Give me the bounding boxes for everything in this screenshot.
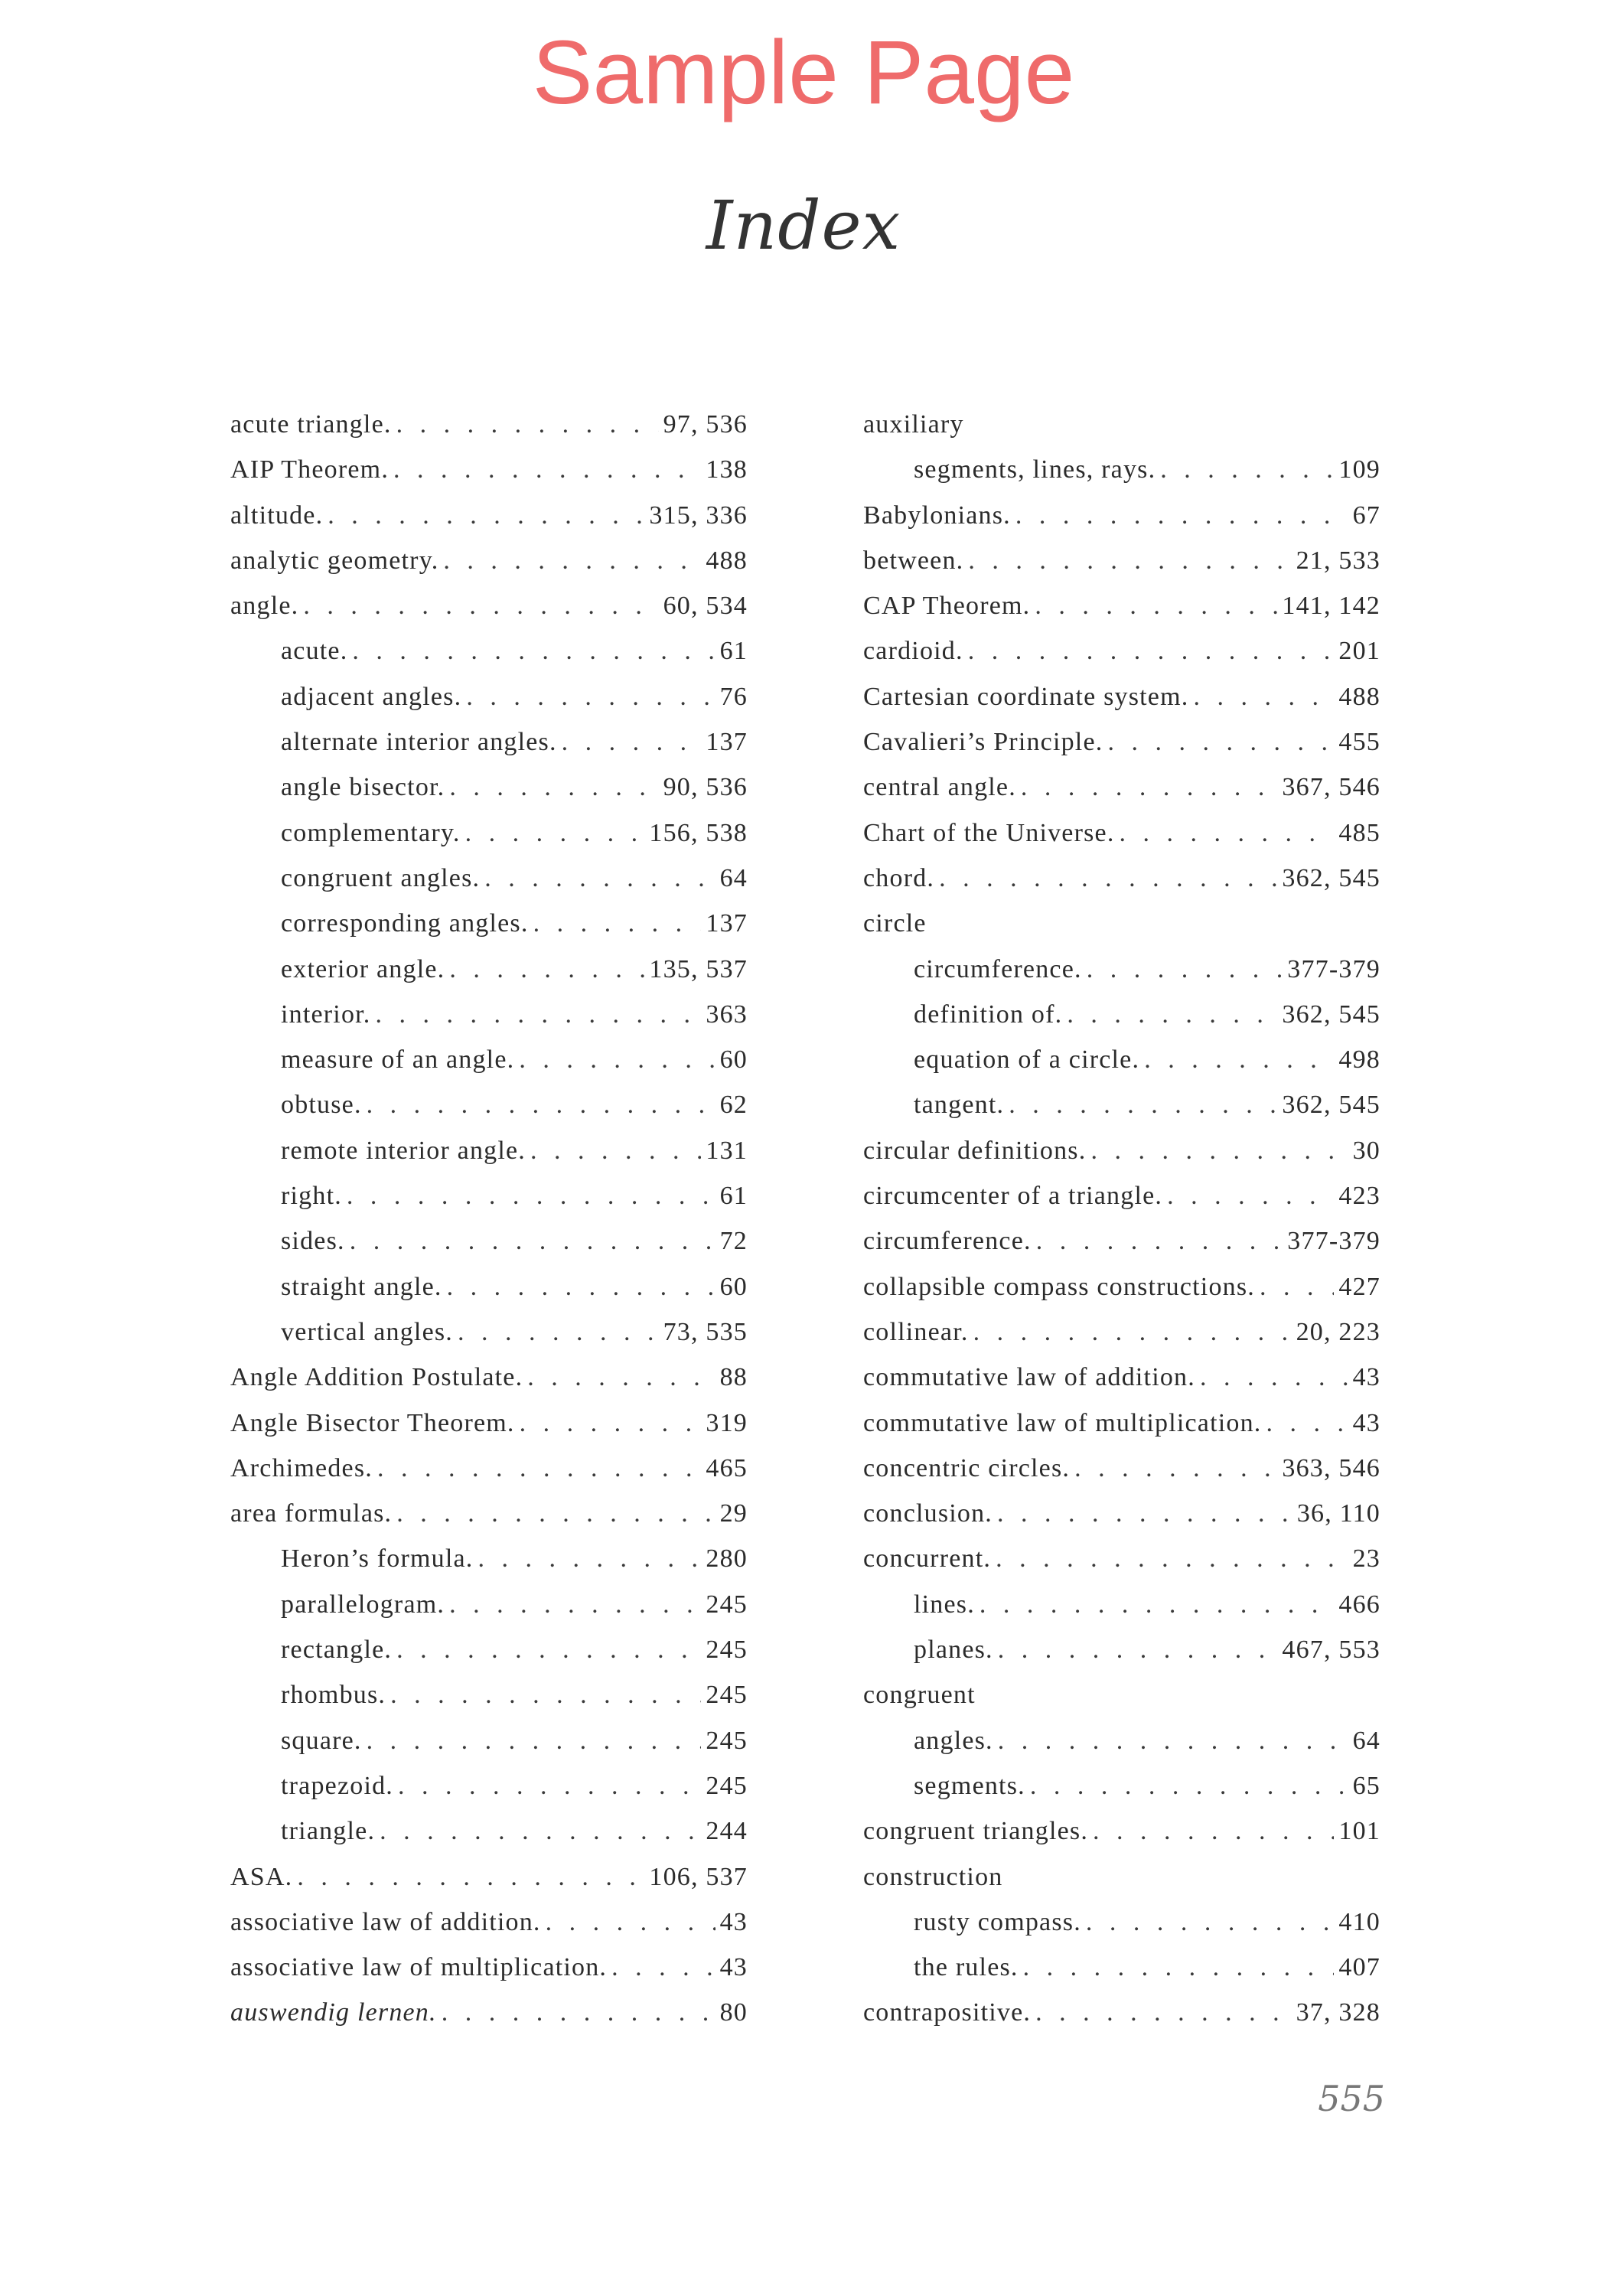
dot-leader bbox=[968, 628, 1335, 673]
index-page-refs: 62 bbox=[719, 1091, 748, 1120]
index-subentry bbox=[230, 628, 748, 673]
index-term: the rules. bbox=[914, 1953, 1019, 1982]
dot-leader bbox=[1107, 719, 1334, 765]
index-subentry bbox=[230, 1808, 748, 1854]
index-term: equation of a circle. bbox=[914, 1045, 1140, 1075]
index-term: alternate interior angles. bbox=[281, 728, 557, 757]
dot-leader bbox=[1030, 1763, 1348, 1808]
index-page-refs: 61 bbox=[719, 637, 748, 666]
index-page-refs: 67 bbox=[1352, 501, 1380, 530]
index-subentry bbox=[230, 674, 748, 719]
index-entry bbox=[863, 1401, 1380, 1446]
index-term: exterior angle. bbox=[281, 954, 445, 983]
index-page-refs: 20, 223 bbox=[1296, 1317, 1380, 1346]
index-entry bbox=[863, 1128, 1380, 1173]
index-subentry bbox=[230, 810, 748, 856]
index-term: interior. bbox=[281, 1000, 371, 1029]
index-entry bbox=[863, 674, 1380, 719]
dot-leader bbox=[396, 402, 659, 447]
dot-leader bbox=[1087, 947, 1283, 992]
index-page-refs: 60, 534 bbox=[663, 592, 748, 621]
dot-leader bbox=[1266, 1401, 1348, 1446]
index-entry bbox=[863, 1309, 1380, 1355]
dot-leader bbox=[1036, 1218, 1283, 1264]
index-subentry bbox=[230, 765, 748, 810]
index-page-refs: 43 bbox=[719, 1953, 748, 1982]
index-term: Heron’s formula. bbox=[281, 1544, 474, 1574]
dot-leader bbox=[466, 674, 715, 719]
index-term: collapsible compass constructions. bbox=[863, 1272, 1255, 1301]
index-term: congruent angles. bbox=[281, 863, 481, 892]
dot-leader bbox=[533, 901, 702, 946]
index-page-refs: 37, 328 bbox=[1296, 1998, 1380, 2027]
index-page-refs: 423 bbox=[1338, 1182, 1380, 1211]
index-page-refs: 498 bbox=[1338, 1045, 1380, 1075]
index-entry bbox=[230, 1900, 748, 1945]
index-page-refs: 244 bbox=[706, 1817, 748, 1846]
index-entry bbox=[230, 1945, 748, 1990]
index-term: conclusion. bbox=[863, 1499, 993, 1528]
index-column-right bbox=[863, 402, 1380, 2036]
index-term: construction bbox=[863, 1862, 1003, 1891]
index-subentry bbox=[230, 1037, 748, 1082]
index-term: Cartesian coordinate system. bbox=[863, 682, 1189, 711]
index-page-refs: 61 bbox=[719, 1182, 748, 1211]
index-term: chord. bbox=[863, 863, 935, 892]
index-subentry bbox=[863, 1718, 1380, 1763]
index-entry bbox=[230, 538, 748, 583]
index-term: trapezoid. bbox=[281, 1771, 393, 1800]
dot-leader bbox=[380, 1808, 701, 1854]
index-page-refs: 88 bbox=[719, 1363, 748, 1392]
dot-leader bbox=[1160, 447, 1334, 492]
index-entry bbox=[863, 1264, 1380, 1309]
index-subentry bbox=[863, 1763, 1380, 1808]
index-page-refs: 43 bbox=[1352, 1363, 1380, 1392]
index-term: triangle. bbox=[281, 1817, 376, 1846]
index-term: altitude. bbox=[230, 501, 324, 530]
index-entry bbox=[863, 810, 1380, 856]
index-entry bbox=[863, 628, 1380, 673]
index-term: circular definitions. bbox=[863, 1136, 1087, 1165]
dot-leader bbox=[377, 1446, 701, 1491]
dot-leader bbox=[520, 1401, 702, 1446]
dot-leader bbox=[998, 1718, 1348, 1763]
index-subentry bbox=[863, 1582, 1380, 1627]
index-page-refs: 156, 538 bbox=[649, 818, 748, 847]
index-term: Angle Addition Postulate. bbox=[230, 1363, 523, 1392]
index-page-refs: 106, 537 bbox=[649, 1862, 748, 1891]
index-term: AIP Theorem. bbox=[230, 455, 390, 484]
index-subentry bbox=[230, 856, 748, 901]
index-entry bbox=[863, 493, 1380, 538]
index-page-refs: 315, 336 bbox=[649, 501, 748, 530]
dot-leader bbox=[1120, 810, 1335, 856]
page-title: Index bbox=[706, 186, 901, 265]
sample-page-watermark: Sample Page bbox=[532, 22, 1075, 123]
index-subentry bbox=[230, 1718, 748, 1763]
index-page-refs: 466 bbox=[1338, 1590, 1380, 1619]
dot-leader bbox=[465, 810, 645, 856]
index-subentry bbox=[230, 1672, 748, 1717]
index-page-refs: 141, 142 bbox=[1282, 592, 1380, 621]
page-number: 555 bbox=[1318, 2078, 1385, 2119]
index-page-refs: 23 bbox=[1352, 1544, 1380, 1574]
index-entry bbox=[863, 1672, 1380, 1717]
dot-leader bbox=[1035, 583, 1277, 628]
index-term: congruent bbox=[863, 1681, 976, 1710]
index-subentry bbox=[863, 947, 1380, 992]
dot-leader bbox=[442, 1990, 715, 2035]
index-term: ASA. bbox=[230, 1862, 293, 1891]
index-term: lines. bbox=[914, 1590, 975, 1619]
index-page-refs: 201 bbox=[1338, 637, 1380, 666]
index-entry bbox=[230, 1401, 748, 1446]
index-term: contrapositive. bbox=[863, 1998, 1032, 2027]
index-term: vertical angles. bbox=[281, 1317, 453, 1346]
index-term: acute triangle. bbox=[230, 410, 392, 439]
index-term: rectangle. bbox=[281, 1636, 393, 1665]
index-page-refs: 377-379 bbox=[1287, 1227, 1380, 1256]
index-entry bbox=[863, 856, 1380, 901]
index-term: angle bisector. bbox=[281, 773, 445, 802]
dot-leader bbox=[530, 1128, 701, 1173]
index-entry bbox=[230, 447, 748, 492]
dot-leader bbox=[1167, 1173, 1334, 1218]
index-term: adjacent angles. bbox=[281, 682, 462, 711]
index-entry bbox=[230, 493, 748, 538]
dot-leader bbox=[968, 538, 1291, 583]
dot-leader bbox=[447, 1264, 715, 1309]
index-subentry bbox=[230, 1264, 748, 1309]
index-page-refs: 488 bbox=[1338, 682, 1380, 711]
dot-leader bbox=[297, 1854, 644, 1900]
index-term: parallelogram. bbox=[281, 1590, 445, 1619]
dot-leader bbox=[449, 765, 658, 810]
index-entry bbox=[863, 1218, 1380, 1264]
index-term: sides. bbox=[281, 1227, 345, 1256]
dot-leader bbox=[347, 1173, 715, 1218]
index-subentry bbox=[230, 1218, 748, 1264]
index-page-refs: 427 bbox=[1338, 1272, 1380, 1301]
index-subentry bbox=[230, 1536, 748, 1581]
index-page-refs: 280 bbox=[706, 1544, 748, 1574]
index-page-refs: 363 bbox=[706, 1000, 748, 1029]
index-subentry bbox=[230, 992, 748, 1037]
index-entry bbox=[863, 765, 1380, 810]
index-subentry bbox=[863, 1037, 1380, 1082]
dot-leader bbox=[1086, 1900, 1334, 1945]
index-term: tangent. bbox=[914, 1091, 1005, 1120]
index-term: concentric circles. bbox=[863, 1453, 1071, 1482]
index-entry bbox=[863, 1808, 1380, 1854]
index-subentry bbox=[863, 992, 1380, 1037]
index-page-refs: 60 bbox=[719, 1272, 748, 1301]
index-term: associative law of multiplication. bbox=[230, 1953, 608, 1982]
index-page-refs: 30 bbox=[1352, 1136, 1380, 1165]
dot-leader bbox=[1093, 1808, 1334, 1854]
index-entry bbox=[230, 1355, 748, 1400]
index-page-refs: 80 bbox=[719, 1998, 748, 2027]
dot-leader bbox=[997, 1491, 1292, 1536]
index-subentry bbox=[230, 1082, 748, 1127]
index-entry bbox=[863, 1854, 1380, 1900]
index-term: circumcenter of a triangle. bbox=[863, 1182, 1163, 1211]
index-term: between. bbox=[863, 546, 964, 575]
index-page-refs: 488 bbox=[706, 546, 748, 575]
index-page-refs: 138 bbox=[706, 455, 748, 484]
index-subentry bbox=[863, 1082, 1380, 1127]
index-subentry bbox=[863, 447, 1380, 492]
index-page-refs: 64 bbox=[1352, 1726, 1380, 1755]
index-subentry bbox=[230, 1128, 748, 1173]
dot-leader bbox=[546, 1900, 715, 1945]
index-page-refs: 362, 545 bbox=[1282, 1000, 1380, 1029]
dot-leader bbox=[367, 1082, 715, 1127]
index-subentry bbox=[230, 1309, 748, 1355]
index-subentry bbox=[230, 1173, 748, 1218]
dot-leader bbox=[1021, 765, 1277, 810]
index-term: auswendig lernen. bbox=[230, 1998, 437, 2027]
index-page-refs: 101 bbox=[1338, 1817, 1380, 1846]
index-page-refs: 60 bbox=[719, 1045, 748, 1075]
index-entry bbox=[230, 1990, 748, 2035]
index-page-refs: 97, 536 bbox=[663, 410, 748, 439]
index-term: acute. bbox=[281, 637, 348, 666]
dot-leader bbox=[980, 1582, 1334, 1627]
index-entry bbox=[230, 583, 748, 628]
index-term: Babylonians. bbox=[863, 501, 1011, 530]
index-term: Angle Bisector Theorem. bbox=[230, 1408, 515, 1437]
index-entry bbox=[230, 1491, 748, 1536]
dot-leader bbox=[478, 1536, 701, 1581]
dot-leader bbox=[393, 447, 701, 492]
index-term: obtuse. bbox=[281, 1091, 362, 1120]
dot-leader bbox=[328, 493, 644, 538]
index-term: central angle. bbox=[863, 773, 1016, 802]
index-page-refs: 485 bbox=[1338, 818, 1380, 847]
dot-leader bbox=[396, 1491, 715, 1536]
index-page-refs: 245 bbox=[706, 1681, 748, 1710]
dot-leader bbox=[443, 538, 701, 583]
dot-leader bbox=[484, 856, 715, 901]
index-term: segments. bbox=[914, 1771, 1025, 1800]
index-page-refs: 73, 535 bbox=[663, 1317, 748, 1346]
index-entry bbox=[863, 583, 1380, 628]
index-term: straight angle. bbox=[281, 1272, 442, 1301]
index-term: measure of an angle. bbox=[281, 1045, 515, 1075]
index-term: Chart of the Universe. bbox=[863, 818, 1115, 847]
dot-leader bbox=[398, 1763, 701, 1808]
index-page-refs: 407 bbox=[1338, 1953, 1380, 1982]
index-entry bbox=[863, 402, 1380, 447]
index-subentry bbox=[230, 719, 748, 765]
index-page-refs: 72 bbox=[719, 1227, 748, 1256]
index-subentry bbox=[863, 1900, 1380, 1945]
index-entry bbox=[863, 1491, 1380, 1536]
dot-leader bbox=[1144, 1037, 1334, 1082]
index-term: area formulas. bbox=[230, 1499, 393, 1528]
index-subentry bbox=[230, 1627, 748, 1672]
index-page-refs: 64 bbox=[719, 863, 748, 892]
index-term: collinear. bbox=[863, 1317, 969, 1346]
dot-leader bbox=[303, 583, 658, 628]
index-term: circumference. bbox=[863, 1227, 1032, 1256]
index-entry bbox=[230, 1854, 748, 1900]
index-page-refs: 245 bbox=[706, 1636, 748, 1665]
index-term: square. bbox=[281, 1726, 362, 1755]
index-page-refs: 131 bbox=[706, 1136, 748, 1165]
dot-leader bbox=[996, 1536, 1348, 1581]
index-page-refs: 135, 537 bbox=[649, 954, 748, 983]
index-page-refs: 319 bbox=[706, 1408, 748, 1437]
dot-leader bbox=[1074, 1446, 1277, 1491]
dot-leader bbox=[611, 1945, 715, 1990]
index-page-refs: 76 bbox=[719, 682, 748, 711]
index-term: circumference. bbox=[914, 954, 1082, 983]
index-subentry bbox=[230, 901, 748, 946]
dot-leader bbox=[352, 628, 715, 673]
index-term: planes. bbox=[914, 1636, 993, 1665]
index-entry bbox=[863, 1536, 1380, 1581]
dot-leader bbox=[519, 1037, 715, 1082]
index-term: circle bbox=[863, 909, 927, 938]
index-term: associative law of addition. bbox=[230, 1907, 541, 1936]
index-term: rhombus. bbox=[281, 1681, 386, 1710]
index-subentry bbox=[230, 947, 748, 992]
index-entry bbox=[863, 1990, 1380, 2035]
dot-leader bbox=[939, 856, 1277, 901]
index-page-refs: 410 bbox=[1338, 1907, 1380, 1936]
index-term: Archimedes. bbox=[230, 1453, 373, 1482]
index-page-refs: 367, 546 bbox=[1282, 773, 1380, 802]
index-page-refs: 245 bbox=[706, 1771, 748, 1800]
index-page-refs: 362, 545 bbox=[1282, 863, 1380, 892]
index-column-left bbox=[230, 402, 748, 2036]
index-term: analytic geometry. bbox=[230, 546, 439, 575]
index-term: commutative law of addition. bbox=[863, 1363, 1195, 1392]
index-term: congruent triangles. bbox=[863, 1817, 1089, 1846]
index-subentry bbox=[863, 1945, 1380, 1990]
index-page-refs: 90, 536 bbox=[663, 773, 748, 802]
dot-leader bbox=[1200, 1355, 1348, 1400]
index-page-refs: 65 bbox=[1352, 1771, 1380, 1800]
index-entry bbox=[863, 1173, 1380, 1218]
index-term: complementary. bbox=[281, 818, 461, 847]
index-term: cardioid. bbox=[863, 637, 963, 666]
dot-leader bbox=[562, 719, 702, 765]
index-page-refs: 455 bbox=[1338, 728, 1380, 757]
index-term: corresponding angles. bbox=[281, 909, 529, 938]
dot-leader bbox=[1015, 493, 1348, 538]
index-term: right. bbox=[281, 1182, 342, 1211]
index-entry bbox=[863, 1355, 1380, 1400]
index-entry bbox=[863, 901, 1380, 946]
index-term: segments, lines, rays. bbox=[914, 455, 1156, 484]
index-term: definition of. bbox=[914, 1000, 1063, 1029]
index-term: Cavalieri’s Principle. bbox=[863, 728, 1103, 757]
dot-leader bbox=[527, 1355, 715, 1400]
index-page-refs: 137 bbox=[706, 909, 748, 938]
index-page-refs: 21, 533 bbox=[1296, 546, 1380, 575]
index-entry bbox=[230, 402, 748, 447]
index-page-refs: 43 bbox=[719, 1907, 748, 1936]
dot-leader bbox=[1067, 992, 1277, 1037]
index-term: rusty compass. bbox=[914, 1907, 1081, 1936]
dot-leader bbox=[998, 1627, 1278, 1672]
index-page-refs: 467, 553 bbox=[1282, 1636, 1380, 1665]
index-page-refs: 245 bbox=[706, 1726, 748, 1755]
index-page-refs: 29 bbox=[719, 1499, 748, 1528]
dot-leader bbox=[1023, 1945, 1335, 1990]
index-page-refs: 36, 110 bbox=[1296, 1499, 1380, 1528]
dot-leader bbox=[449, 1582, 701, 1627]
index-term: auxiliary bbox=[863, 410, 964, 439]
dot-leader bbox=[390, 1672, 701, 1717]
dot-leader bbox=[350, 1218, 715, 1264]
index-page-refs: 362, 545 bbox=[1282, 1091, 1380, 1120]
index-term: remote interior angle. bbox=[281, 1136, 526, 1165]
dot-leader bbox=[1035, 1990, 1291, 2035]
dot-leader bbox=[973, 1309, 1292, 1355]
dot-leader bbox=[449, 947, 644, 992]
index-term: commutative law of multiplication. bbox=[863, 1408, 1262, 1437]
index-page-refs: 363, 546 bbox=[1282, 1453, 1380, 1482]
index-page-refs: 109 bbox=[1338, 455, 1380, 484]
index-page-refs: 137 bbox=[706, 728, 748, 757]
dot-leader bbox=[367, 1718, 702, 1763]
index-entry bbox=[863, 1446, 1380, 1491]
index-entry bbox=[230, 1446, 748, 1491]
index-term: CAP Theorem. bbox=[863, 592, 1031, 621]
index-page-refs: 465 bbox=[706, 1453, 748, 1482]
dot-leader bbox=[458, 1309, 659, 1355]
dot-leader bbox=[396, 1627, 701, 1672]
index-subentry bbox=[863, 1627, 1380, 1672]
index-page-refs: 377-379 bbox=[1287, 954, 1380, 983]
index-term: angle. bbox=[230, 592, 299, 621]
index-entry bbox=[863, 719, 1380, 765]
dot-leader bbox=[1260, 1264, 1334, 1309]
index-term: concurrent. bbox=[863, 1544, 992, 1574]
dot-leader bbox=[1090, 1128, 1348, 1173]
index-term: angles. bbox=[914, 1726, 993, 1755]
index-subentry bbox=[230, 1582, 748, 1627]
dot-leader bbox=[376, 992, 702, 1037]
index-subentry bbox=[230, 1763, 748, 1808]
dot-leader bbox=[1009, 1082, 1277, 1127]
index-entry bbox=[863, 538, 1380, 583]
index-page-refs: 43 bbox=[1352, 1408, 1380, 1437]
index-page-refs: 245 bbox=[706, 1590, 748, 1619]
dot-leader bbox=[1193, 674, 1334, 719]
